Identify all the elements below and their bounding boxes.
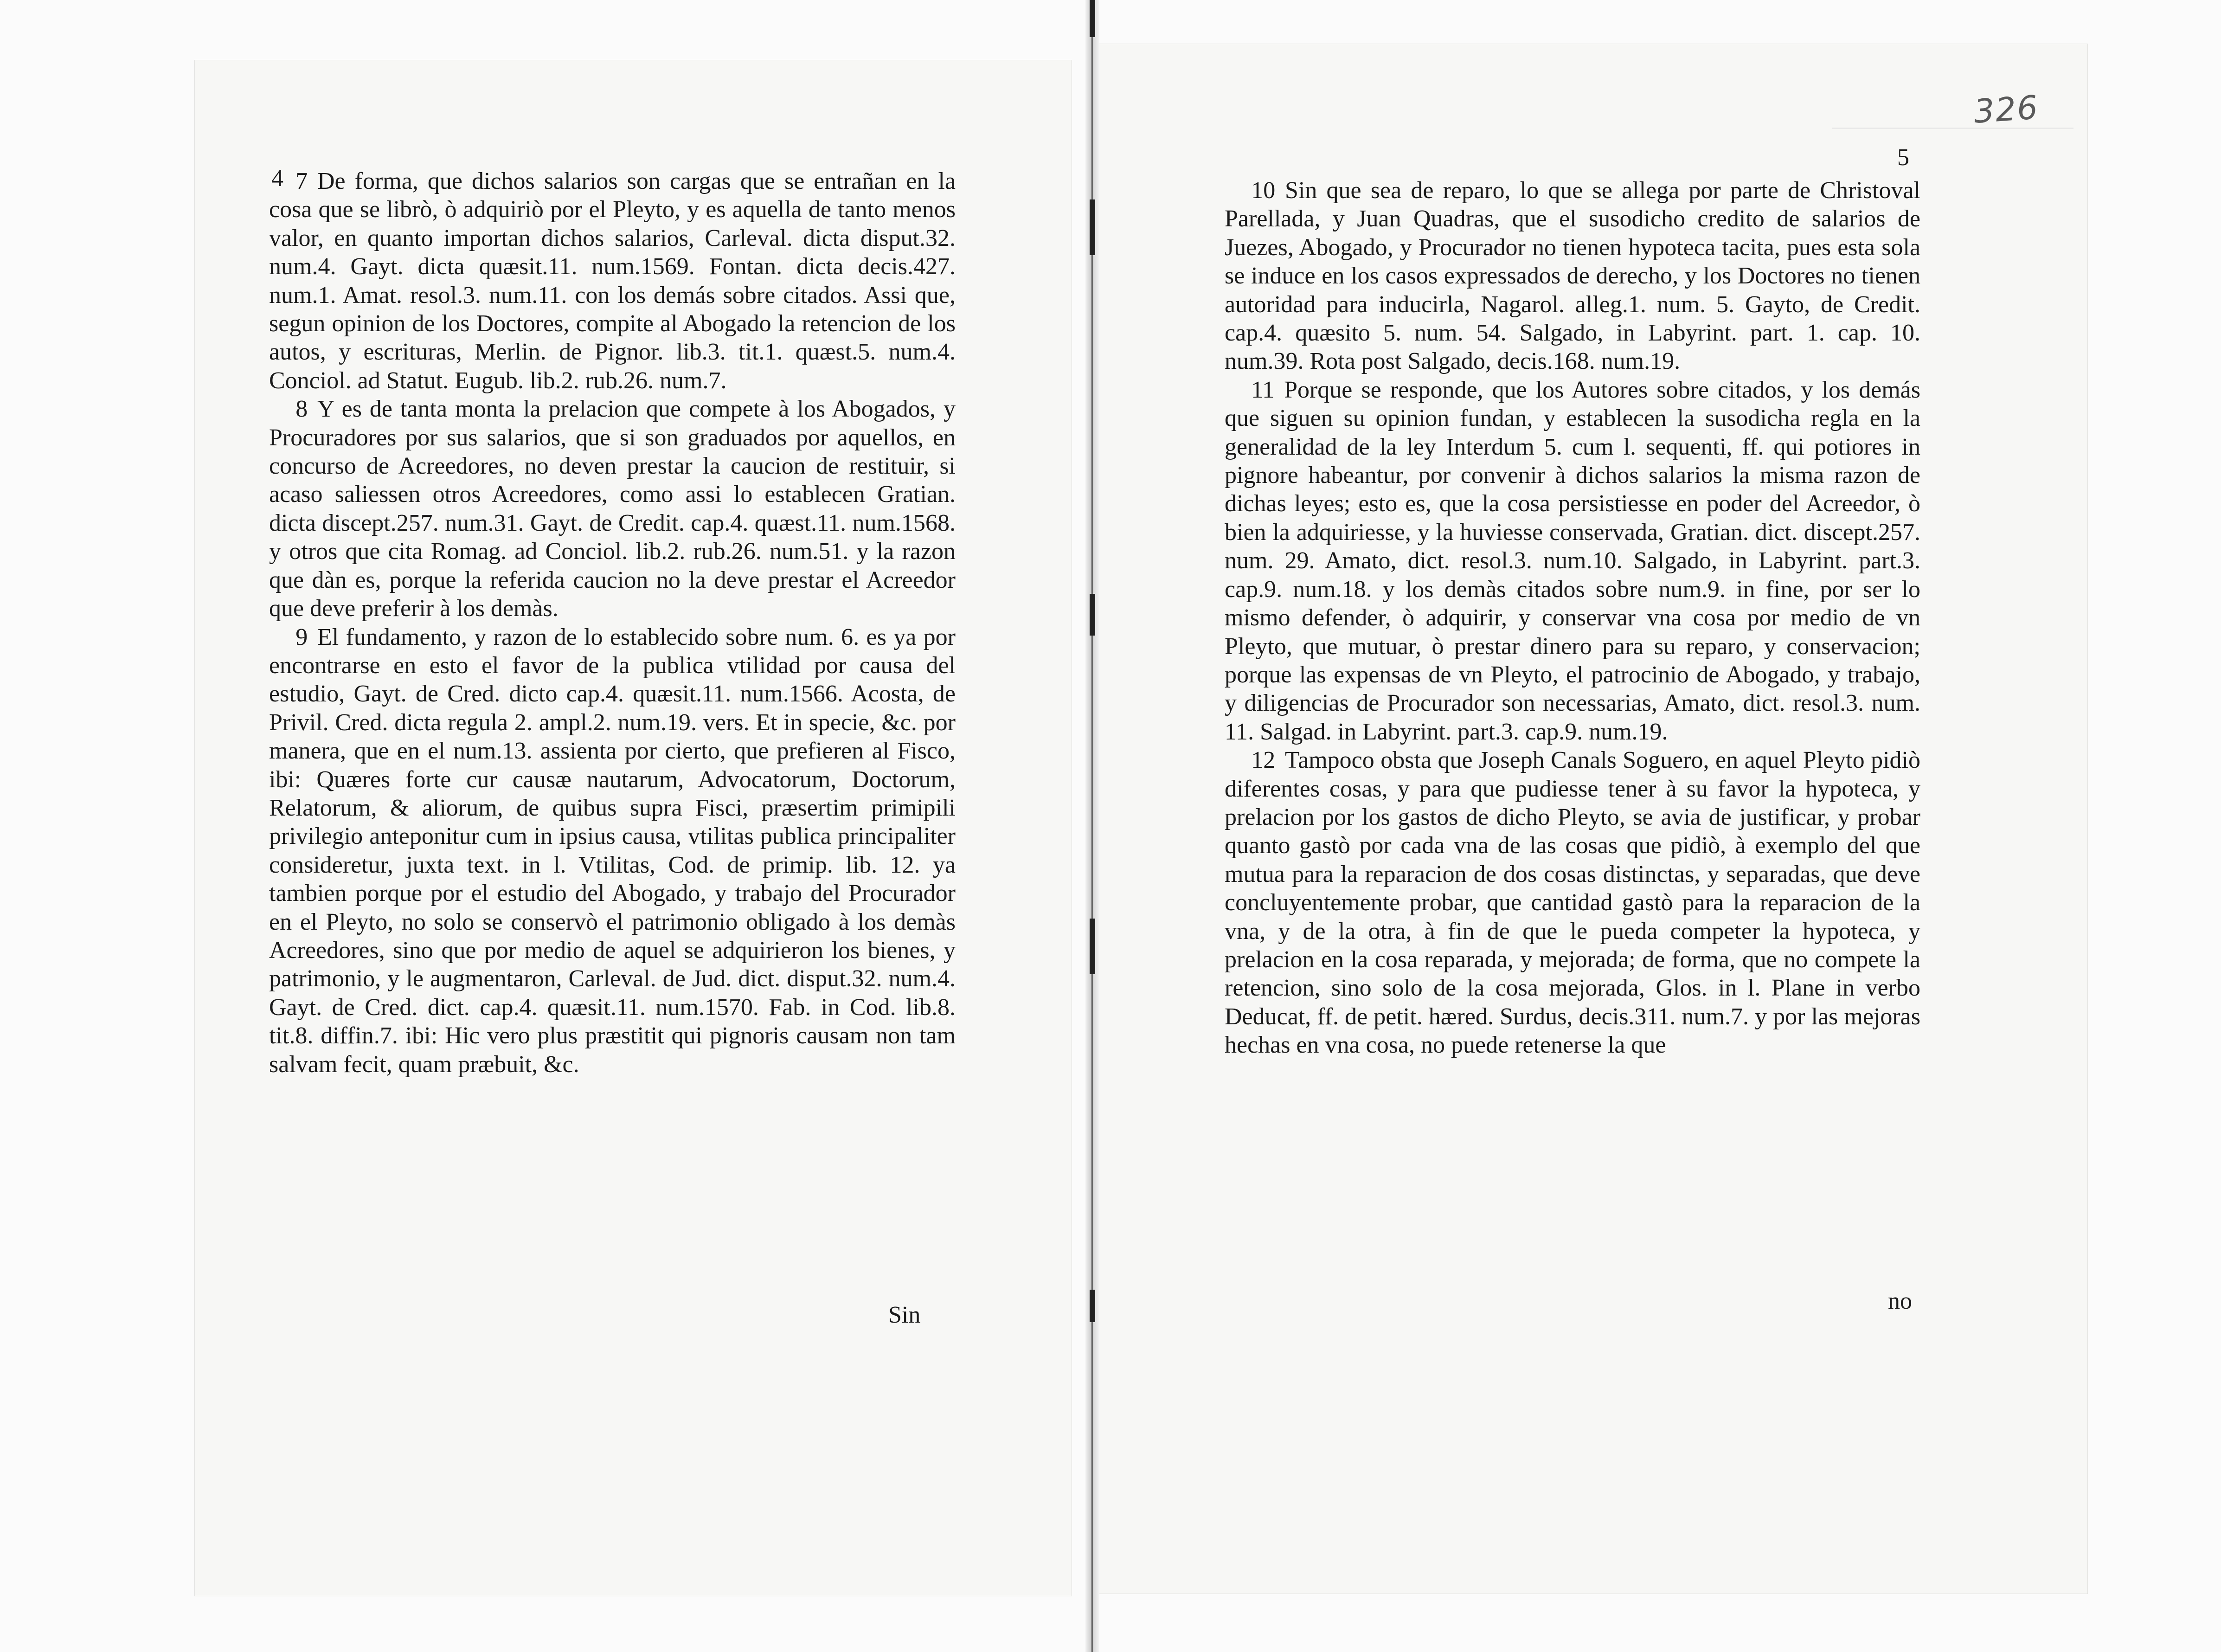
paragraph-number: 10 xyxy=(1251,177,1276,204)
paragraph-text: El fundamento, y razon de lo establecido sobre num. 6. es ya por encontrarse en esto el favor de la publica vtilidad por causa del estudio, Gayt. de Cred. dicto cap.4. quæsit.11. num.1566. Acosta, de Privil. Cred. dicta regula 2. ampl.2. num.19. vers. Et in specie, &c. por manera, que en el num.13. assienta por cierto, que prefieren al Fisco, ibi: Quæres forte cur causæ nautarum, Advocatorum, Doctorum, Relatorum, & aliorum, de quibus supra Fisci, præsertim primipili privilegio anteponitur cum in ipsius causa, vtilitas publica principaliter consideretur, juxta text. in l. Vtilitas, Cod. de primip. lib. 12. ya tambien porque por el estudio del Abogado, y trabajo del Procurador en el Pleyto, no solo se conservò el patrimonio obligado à los demàs Acreedores, sino que por medio de aquel se adquirieron los bienes, y patrimonio, y le augmentaron, Carleval. de Jud. dict. disput.32. num.4. Gayt. de Cred. dict. cap.4. quæsit.11. num.1570. Fab. in Cod. lib.8. tit.8. diffin.7. ibi: Hic vero plus præstitit qui pignoris causam non tam salvam fecit, quam præbuit, &c. xyxy=(269,624,956,1078)
paragraph xyxy=(1225,746,1920,1059)
left-catchword: Sin xyxy=(888,1302,921,1328)
paragraph-text: Porque se responde, que los Autores sobre citados, y los demás que siguen su opinion fundan, y establecen la susodicha regla en la generalidad de la ley Interdum 5. cum l. sequenti, ff. qui potiores in pignore habeantur, por convenir à dichos salarios la misma razon de dichas leyes; esto es, que la cosa persistiesse en poder del Acreedor, ò bien la adquiriesse, y la huviesse conservada, Gratian. dict. discept.257. num. 29. Amato, dict. resol.3. num.10. Salgado, in Labyrint. part.3. cap.9. num.18. y los demàs citados sobre num.9. in fine, por ser lo mismo defender, ò adquirir, y conservar vna cosa por medio de vn Pleyto, que mutuar, ò prestar dinero para su reparo, y conservacion; porque las expensas de vn Pleyto, el patrocinio de Abogado, y trabajo, y diligencias de Procurador son necessarias, Amato, dict. resol.3. num. 11. Salgad. in Labyrint. part.3. cap.9. num.19. xyxy=(1225,376,1920,745)
paragraph-number: 11 xyxy=(1251,376,1275,403)
right-catchword: no xyxy=(1888,1288,1912,1314)
right-text-column xyxy=(1225,176,1920,1060)
right-page-number: 5 xyxy=(1897,144,1909,171)
archive-folio-number: 326 xyxy=(1972,88,2040,131)
gutter-mark xyxy=(1090,1290,1095,1322)
paragraph xyxy=(1225,176,1920,376)
paragraph xyxy=(269,167,956,395)
paragraph xyxy=(1225,376,1920,746)
paragraph-text: Tampoco obsta que Joseph Canals Soguero, en aquel Pleyto pidiò diferentes cosas, y para que pudiesse tener à su favor la hypoteca, y prelacion por los gastos de dicho Pleyto, se avia de justificar, y probar quanto gastò por cada vna de las cosas que pidiò, à exemplo del que mutua para la reparacion de dos cosas distinctas, y separadas, que deve concluyentemente probar, que cantidad gastò para la reparacion de la vna, y de la otra, à fin de que le pueda competer la hypoteca, y prelacion en la cosa reparada, y mejorada; de forma, que no compete la retencion, sino solo de la cosa mejorada, Glos. in l. Plane in verbo Deducat, ff. de petit. hæred. Surdus, decis.311. num.7. y por las mejoras hechas en vna cosa, no puede retenerse la que xyxy=(1225,747,1920,1059)
bleed-through-line xyxy=(1832,128,2073,129)
paragraph-text: Sin que sea de reparo, lo que se allega por parte de Christoval Parellada, y Juan Quadras, que el susodicho credito de salarios de Juezes, Abogado, y Procurador no tienen hypoteca tacita, pues esta sola se induce en los casos expressados de derecho, y los Doctores no tienen autoridad para inducirla, Nagarol. alleg.1. num. 5. Gayto, de Credit. cap.4. quæsito 5. num. 54. Salgado, in Labyrint. part. 1. cap. 10. num.39. Rota post Salgado, decis.168. num.19. xyxy=(1225,177,1920,375)
left-text-column xyxy=(269,167,956,1079)
paragraph-number: 9 xyxy=(295,624,308,650)
left-page-number: 4 xyxy=(271,165,283,192)
paragraph-text: De forma, que dichos salarios son cargas que se entrañan en la cosa que se librò, ò adquiriò por el Pleyto, y es aquella de tanto menos valor, en quanto importan dichos salarios, Carleval. dicta disput.32. num.4. Gayt. dicta quæsit.11. num.1569. Fontan. dicta decis.427. num.1. Amat. resol.3. num.11. con los demás sobre citados. Assi que, segun opinion de los Doctores, compite al Abogado la retencion de los autos, y escrituras, Merlin. de Pignor. lib.3. tit.1. quæst.5. num.4. Conciol. ad Statut. Eugub. lib.2. rub.26. num.7. xyxy=(269,168,956,394)
paragraph-number: 7 xyxy=(295,168,308,194)
paragraph xyxy=(269,623,956,1079)
gutter-mark xyxy=(1090,919,1095,974)
gutter-mark-top xyxy=(1090,0,1095,37)
paragraph-number: 12 xyxy=(1251,747,1276,774)
paragraph xyxy=(269,395,956,623)
paragraph-number: 8 xyxy=(295,396,308,423)
gutter-mark xyxy=(1090,594,1095,636)
paragraph-text: Y es de tanta monta la prelacion que compete à los Abogados, y Procuradores por sus salarios, que si son graduados por aquellos, en concurso de Acreedores, no deven prestar la caucion de restituir, si acaso saliessen otros Acreedores, como assi lo establecen Gratian. dicta discept.257. num.31. Gayt. de Credit. cap.4. quæst.11. num.1568. y otros que cita Romag. ad Conciol. lib.2. rub.26. num.51. y la razon que dàn es, porque la referida caucion no la deve prestar el Acreedor que deve preferir à los demàs. xyxy=(269,396,956,622)
gutter-mark xyxy=(1090,199,1095,255)
